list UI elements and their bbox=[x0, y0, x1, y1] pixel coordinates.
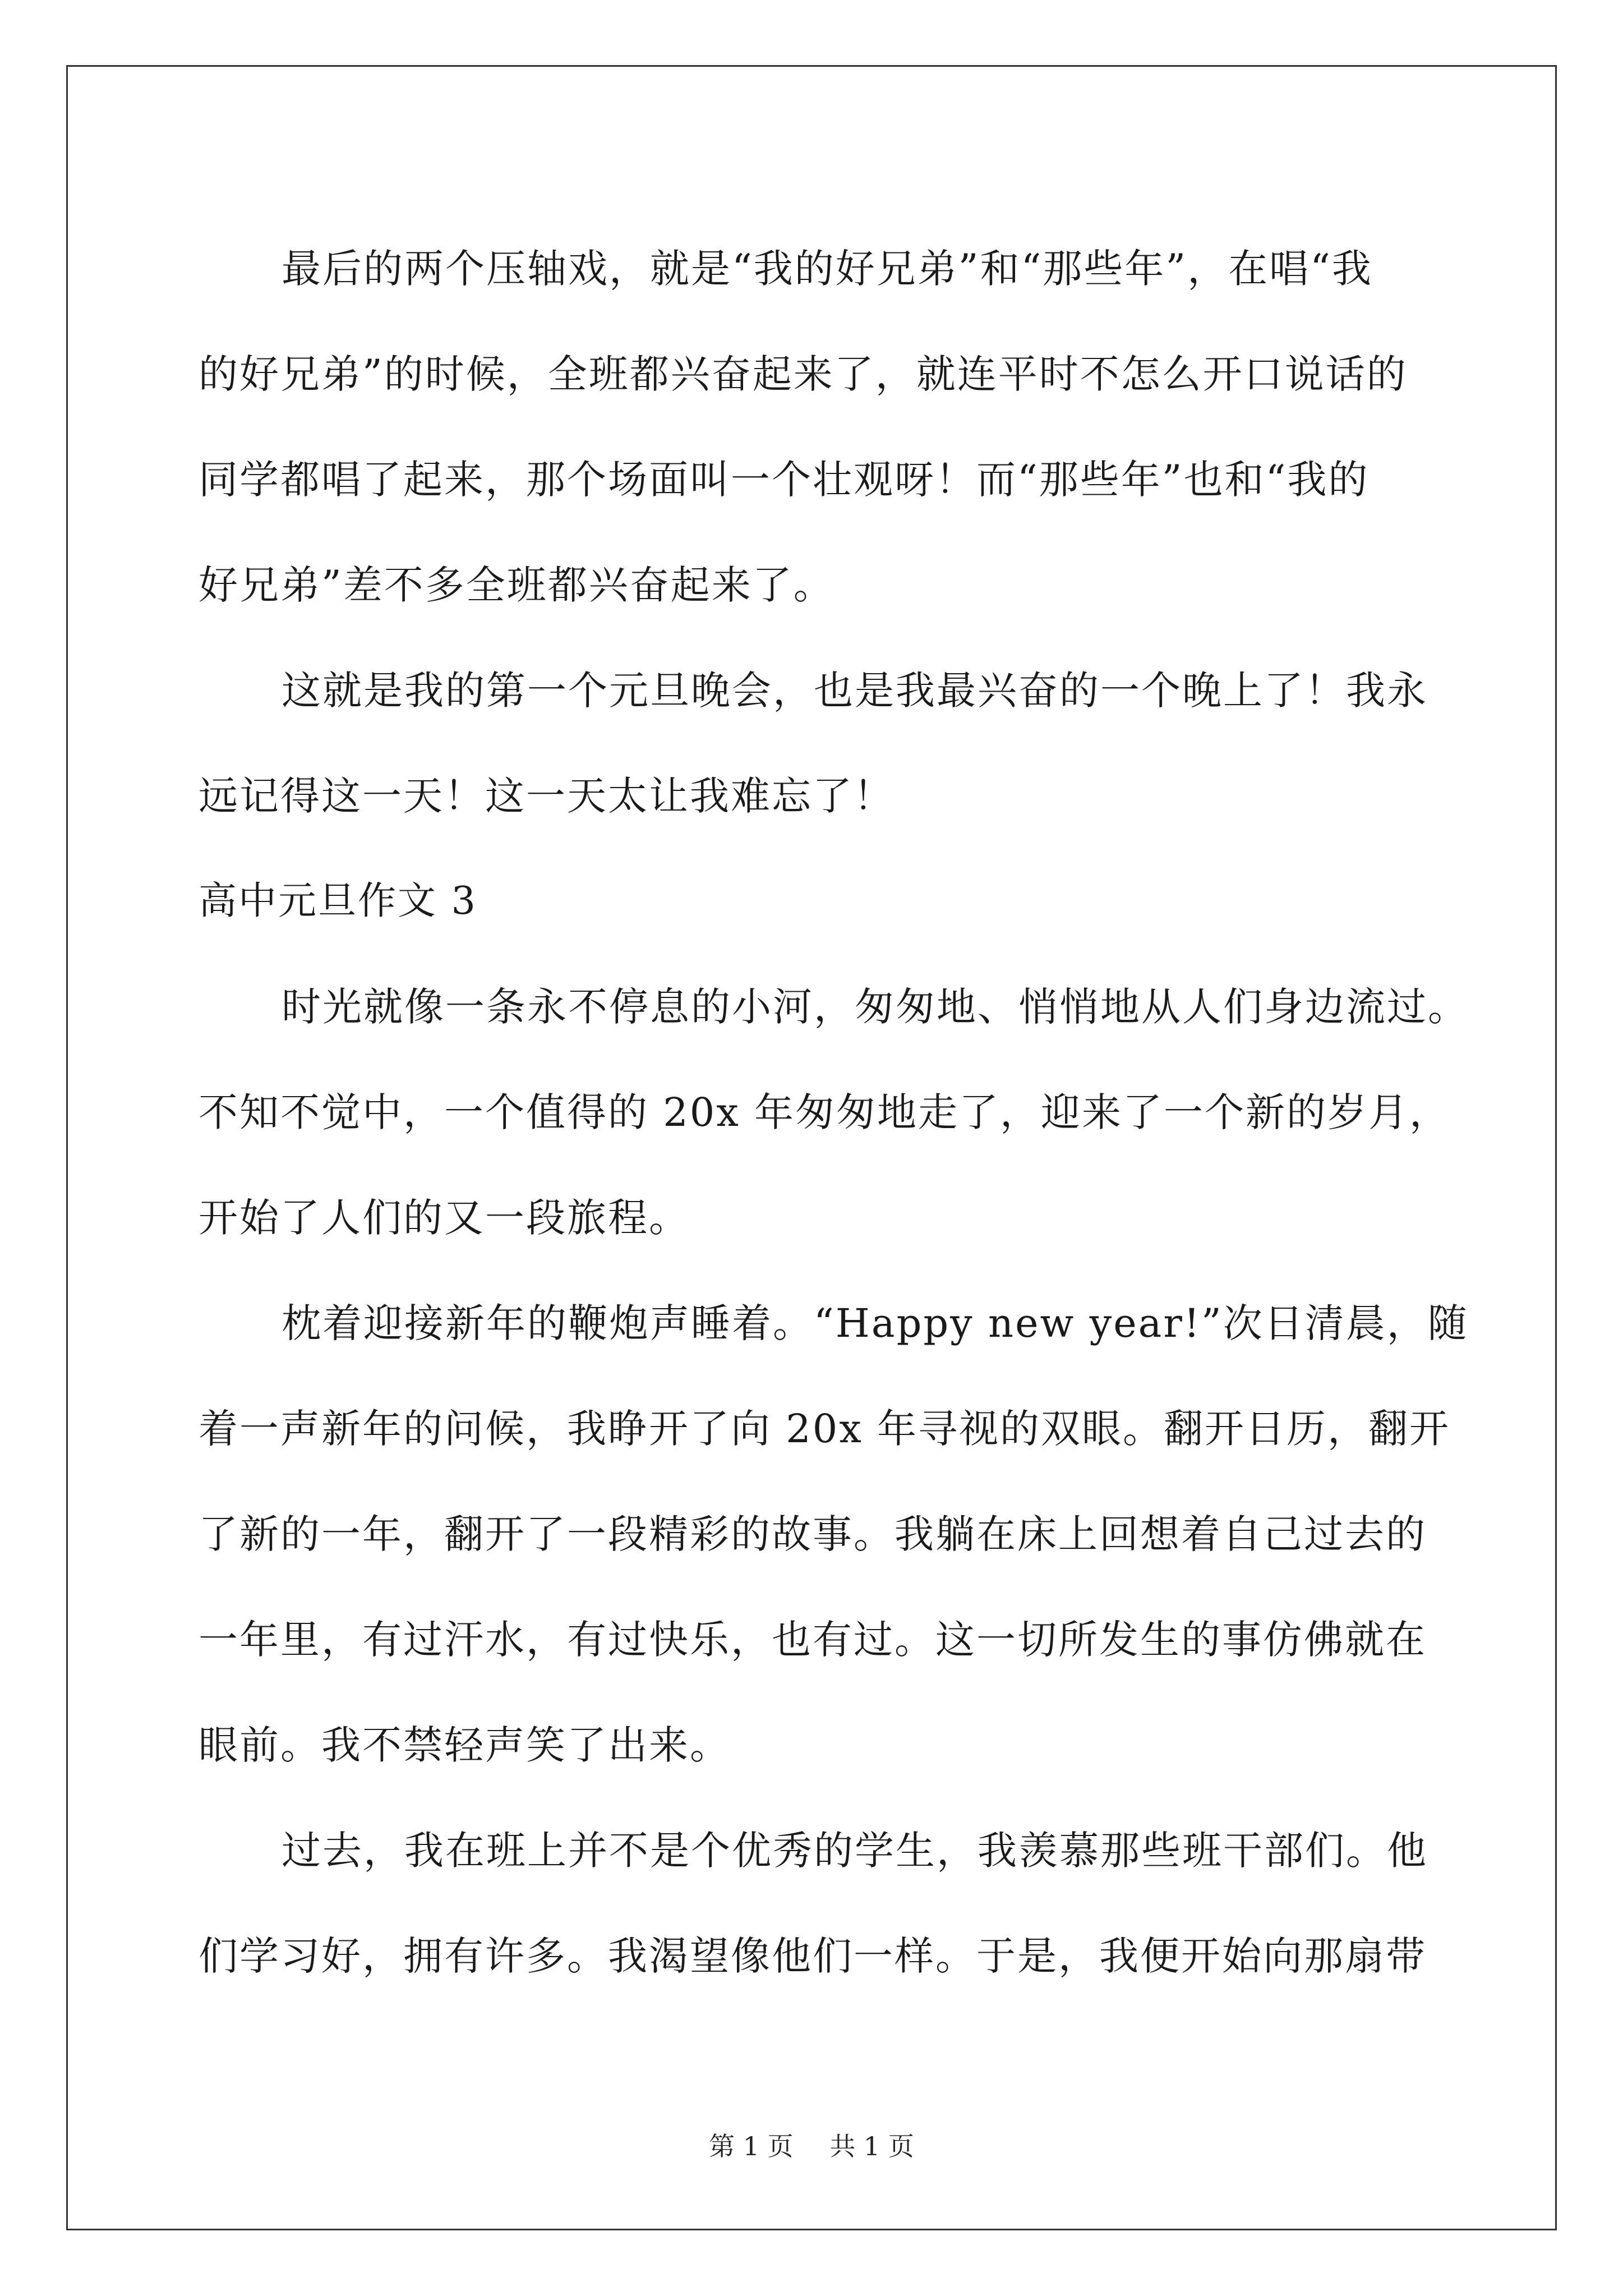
page-number: 第 1 页 bbox=[709, 2131, 794, 2161]
text-line: 开始了人们的又一段旅程。 bbox=[199, 1195, 690, 1241]
text-line: 一年里，有过汗水，有过快乐，也有过。这一切所发生的事仿佛就在 bbox=[199, 1617, 1427, 1663]
text-line: 远记得这一天！这一天太让我难忘了！ bbox=[199, 773, 895, 819]
text-line: 的好兄弟”的时候，全班都兴奋起来了，就连平时不怎么开口说话的 bbox=[199, 351, 1408, 397]
text-line: 不知不觉中，一个值得的 20x 年匆匆地走了，迎来了一个新的岁月， bbox=[199, 1089, 1451, 1135]
text-line: 着一声新年的问候，我睁开了向 20x 年寻视的双眼。翻开日历，翻开 bbox=[199, 1406, 1451, 1452]
text-line: 好兄弟”差不多全班都兴奋起来了。 bbox=[199, 562, 834, 608]
page-total: 共 1 页 bbox=[829, 2131, 914, 2161]
text-line: 过去，我在班上并不是个优秀的学生，我羡慕那些班干部们。他 bbox=[282, 1828, 1428, 1874]
text-line: 枕着迎接新年的鞭炮声睡着。“Happy new year!”次日清晨，随 bbox=[282, 1300, 1469, 1346]
text-line: 这就是我的第一个元旦晚会，也是我最兴奋的一个晚上了！我永 bbox=[282, 668, 1428, 714]
text-line: 最后的两个压轴戏，就是“我的好兄弟”和“那些年”，在唱“我 bbox=[282, 246, 1373, 292]
text-line: 了新的一年，翻开了一段精彩的故事。我躺在床上回想着自己过去的 bbox=[199, 1511, 1427, 1557]
text-line: 眼前。我不禁轻声笑了出来。 bbox=[199, 1722, 731, 1768]
document-body bbox=[199, 216, 1469, 2009]
text-line: 时光就像一条永不停息的小河，匆匆地、悄悄地从人们身边流过。 bbox=[282, 984, 1469, 1030]
text-line: 们学习好，拥有许多。我渴望像他们一样。于是，我便开始向那扇带 bbox=[199, 1933, 1427, 1979]
section-heading: 高中元旦作文 3 bbox=[199, 879, 477, 923]
text-line: 同学都唱了起来，那个场面叫一个壮观呀！而“那些年”也和“我的 bbox=[199, 457, 1370, 503]
page-footer bbox=[0, 2126, 1623, 2163]
